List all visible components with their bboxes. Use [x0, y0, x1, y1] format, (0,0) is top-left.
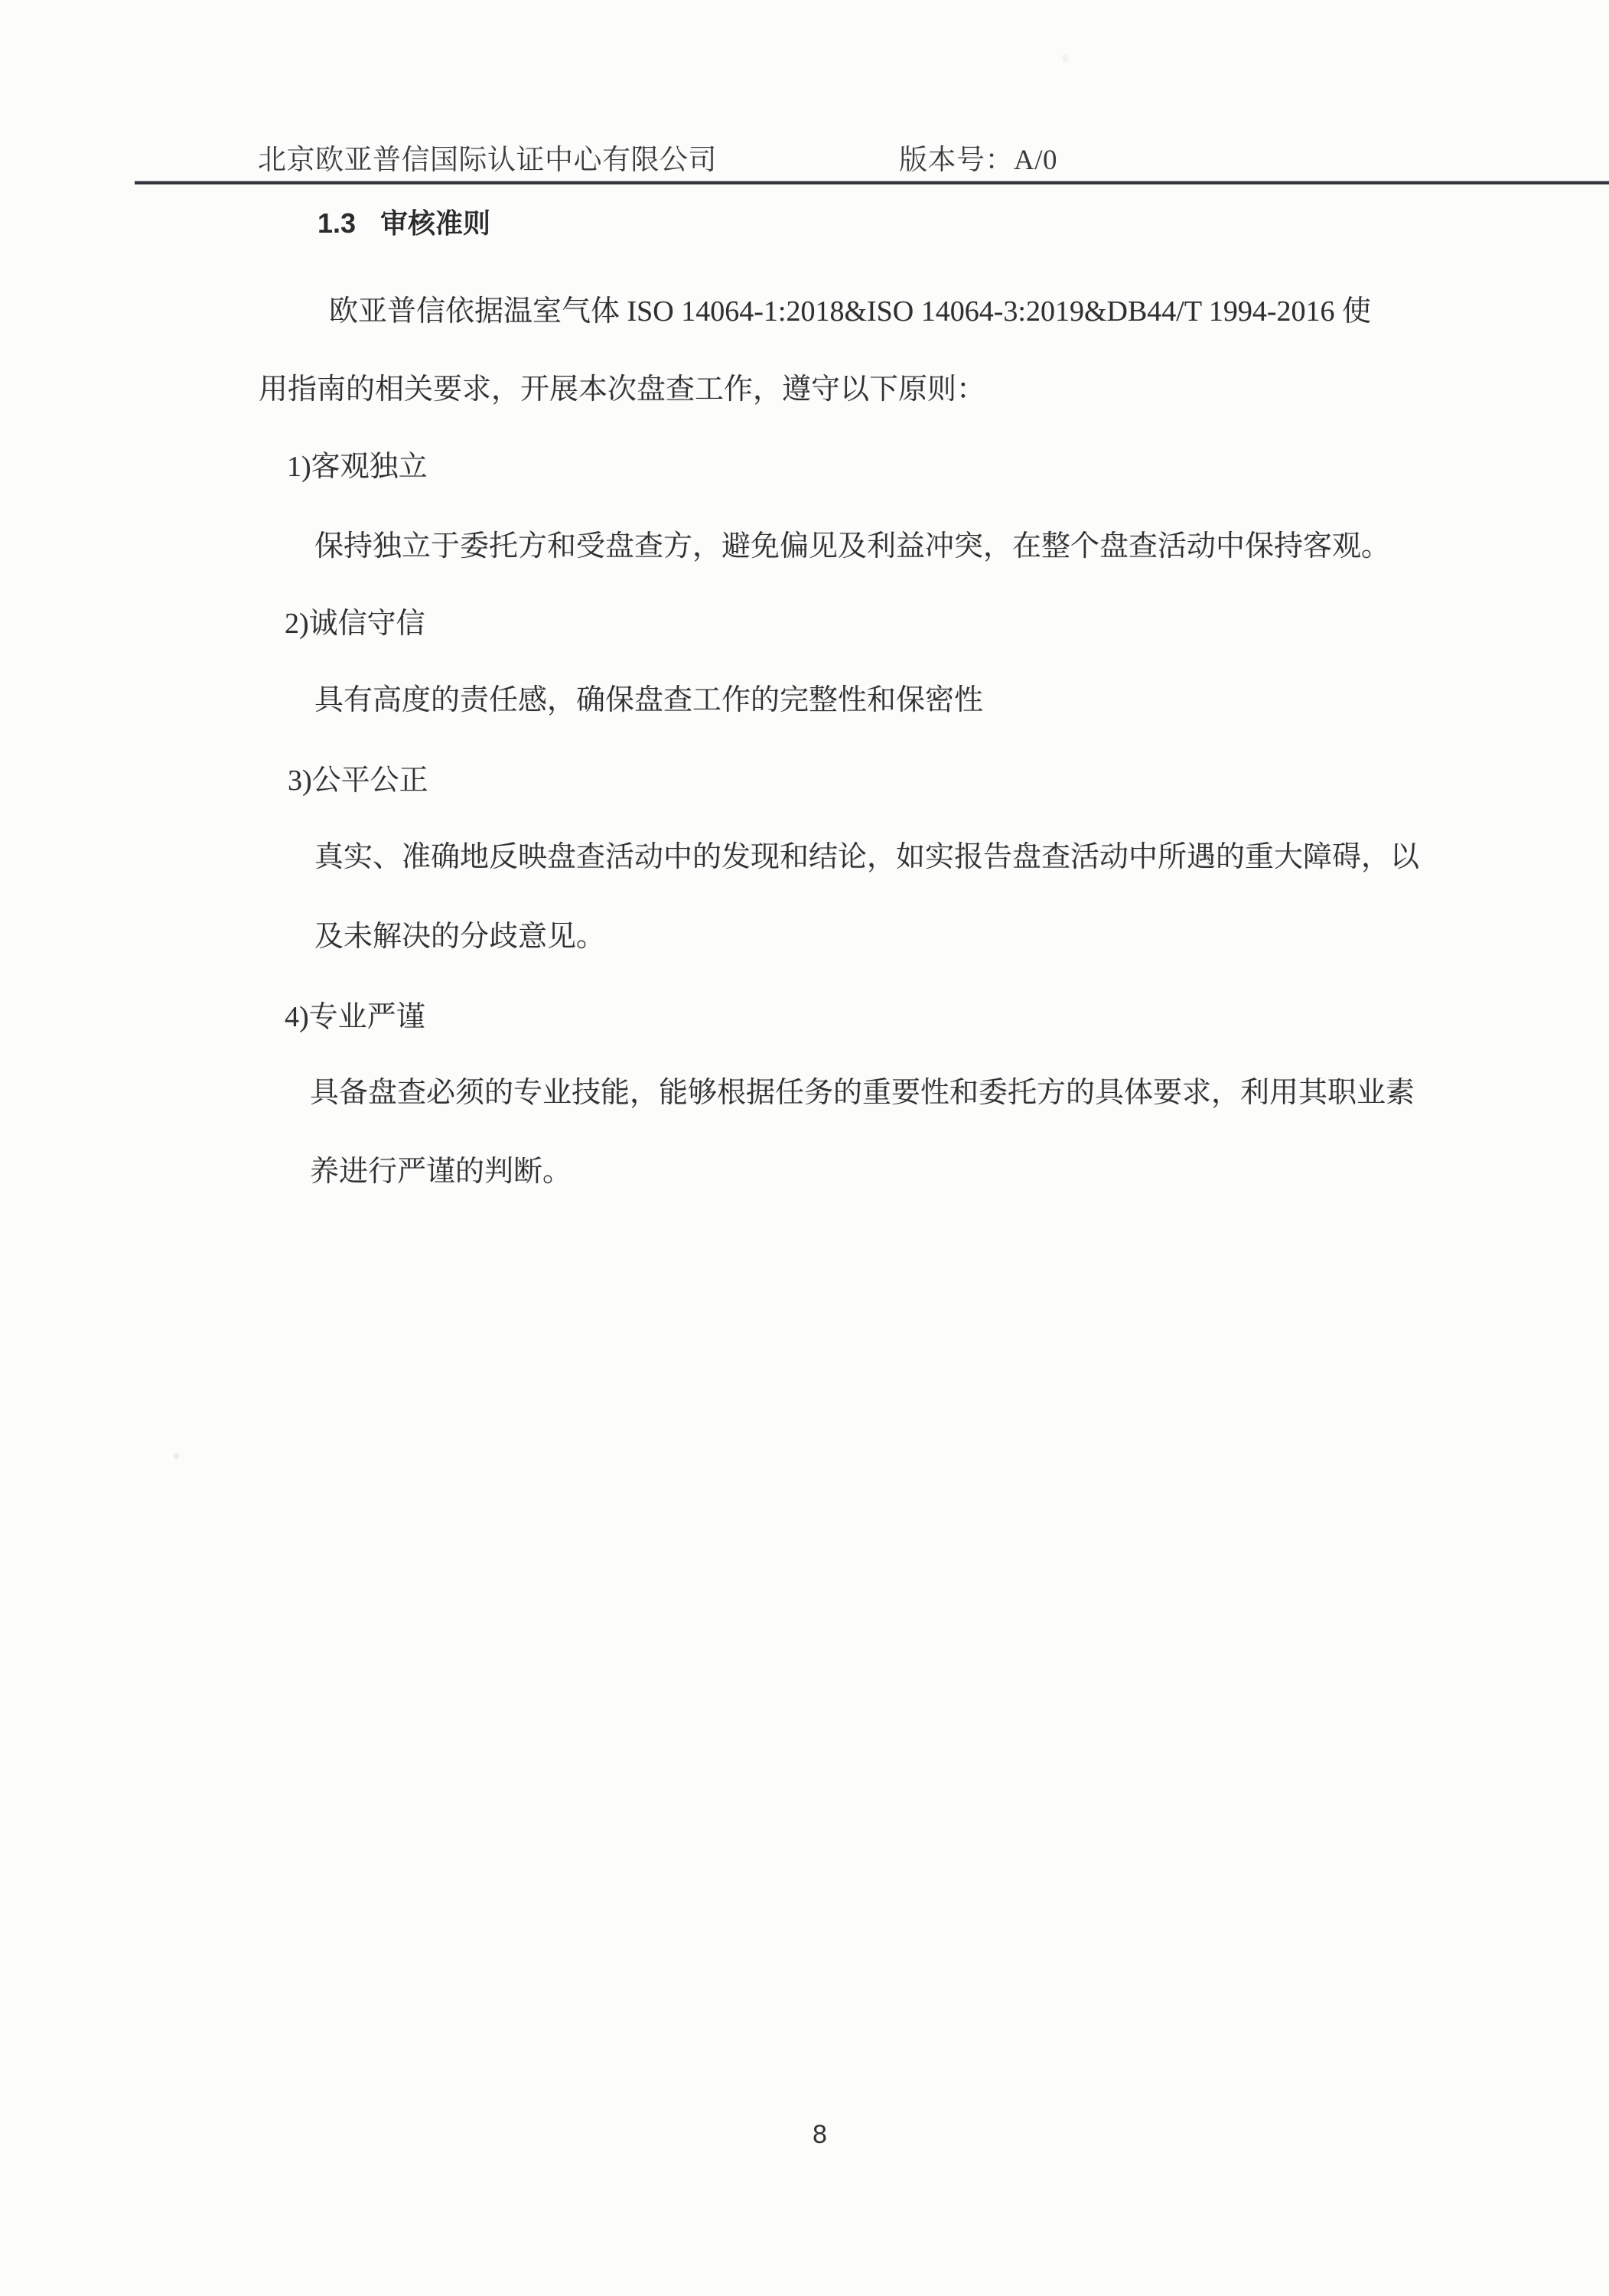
scan-artifact-smudge	[1062, 54, 1069, 63]
section-heading	[318, 202, 490, 241]
header-divider-rule	[135, 181, 1609, 184]
header-company-name: 北京欧亚普信国际认证中心有限公司	[258, 145, 717, 176]
list-item-4-body-line-1: 具备盘查必须的专业技能，能够根据任务的重要性和委托方的具体要求，利用其职业素	[310, 1077, 1415, 1109]
section-title-text: 审核准则	[380, 207, 491, 239]
list-item-4-title: 4)专业严谨	[285, 1001, 425, 1033]
list-item-2-title: 2)诚信守信	[285, 608, 425, 640]
header-version-label: 版本号：A/0	[899, 145, 1057, 176]
page-number: 8	[813, 2120, 827, 2149]
list-item-3-body-line-2: 及未解决的分歧意见。	[314, 921, 606, 953]
para-intro-line-2: 用指南的相关要求，开展本次盘查工作，遵守以下原则：	[259, 373, 986, 406]
section-number: 1.3	[318, 207, 357, 239]
scan-artifact-speck	[174, 1453, 179, 1459]
list-item-2-body: 具有高度的责任感，确保盘查工作的完整性和保密性	[314, 684, 984, 716]
list-item-3-body-line-1: 真实、准确地反映盘查活动中的发现和结论，如实报告盘查活动中所遇的重大障碍，以	[314, 841, 1420, 873]
list-item-3-title: 3)公平公正	[288, 765, 428, 797]
list-item-1-title: 1)客观独立	[287, 451, 428, 483]
list-item-4-body-line-2: 养进行严谨的判断。	[310, 1156, 572, 1188]
para-intro-line-1: 欧亚普信依据温室气体 ISO 14064-1:2018&ISO 14064-3:2019&DB44/T 1994-2016 使	[329, 295, 1372, 328]
list-item-1-body: 保持独立于委托方和受盘查方，避免偏见及利益冲突，在整个盘查活动中保持客观。	[314, 530, 1391, 563]
